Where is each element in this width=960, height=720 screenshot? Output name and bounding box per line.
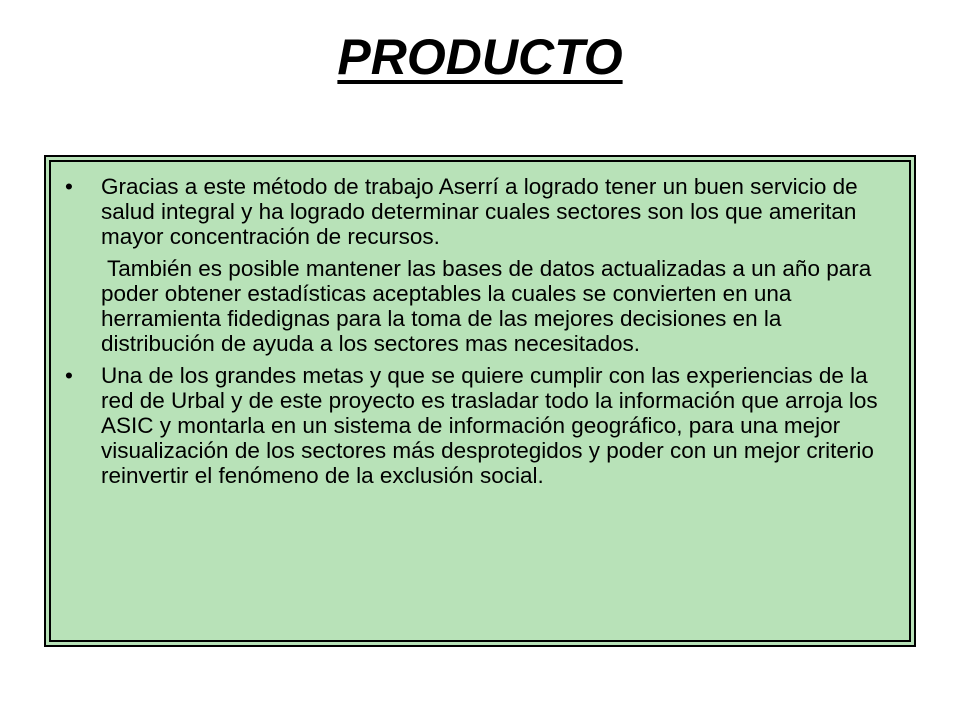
slide-title: PRODUCTO (337, 29, 623, 85)
paragraph-text: Una de los grandes metas y que se quiere cumplir con las experiencias de la red de Urbal y de este proyecto es trasladar todo la información que arroja los ASIC y montarla en un sistema de información geográfico, para una mejor visualización de los sectores más desprotegidos y poder con un mejor criterio reinvertir el fenómeno de la exclusión social. (101, 363, 878, 488)
paragraph-2 (61, 256, 889, 356)
bullet-marker: • (65, 174, 73, 199)
bullet-paragraph-3 (61, 363, 889, 488)
paragraph-text: Gracias a este método de trabajo Aserrí a logrado tener un buen servicio de salud integral y ha logrado determinar cuales sectores son los que ameritan mayor concentración de recursos. (101, 174, 858, 249)
content-box (44, 155, 916, 647)
bullet-marker: • (65, 363, 73, 388)
content-box-inner (49, 160, 911, 642)
bullet-paragraph-1 (61, 174, 889, 249)
paragraph-text: También es posible mantener las bases de datos actualizadas a un año para poder obtener estadísticas aceptables la cuales se convierten en una herramienta fidedignas para la toma de las mejores decisiones en la distribución de ayuda a los sectores mas necesitados. (101, 256, 872, 356)
